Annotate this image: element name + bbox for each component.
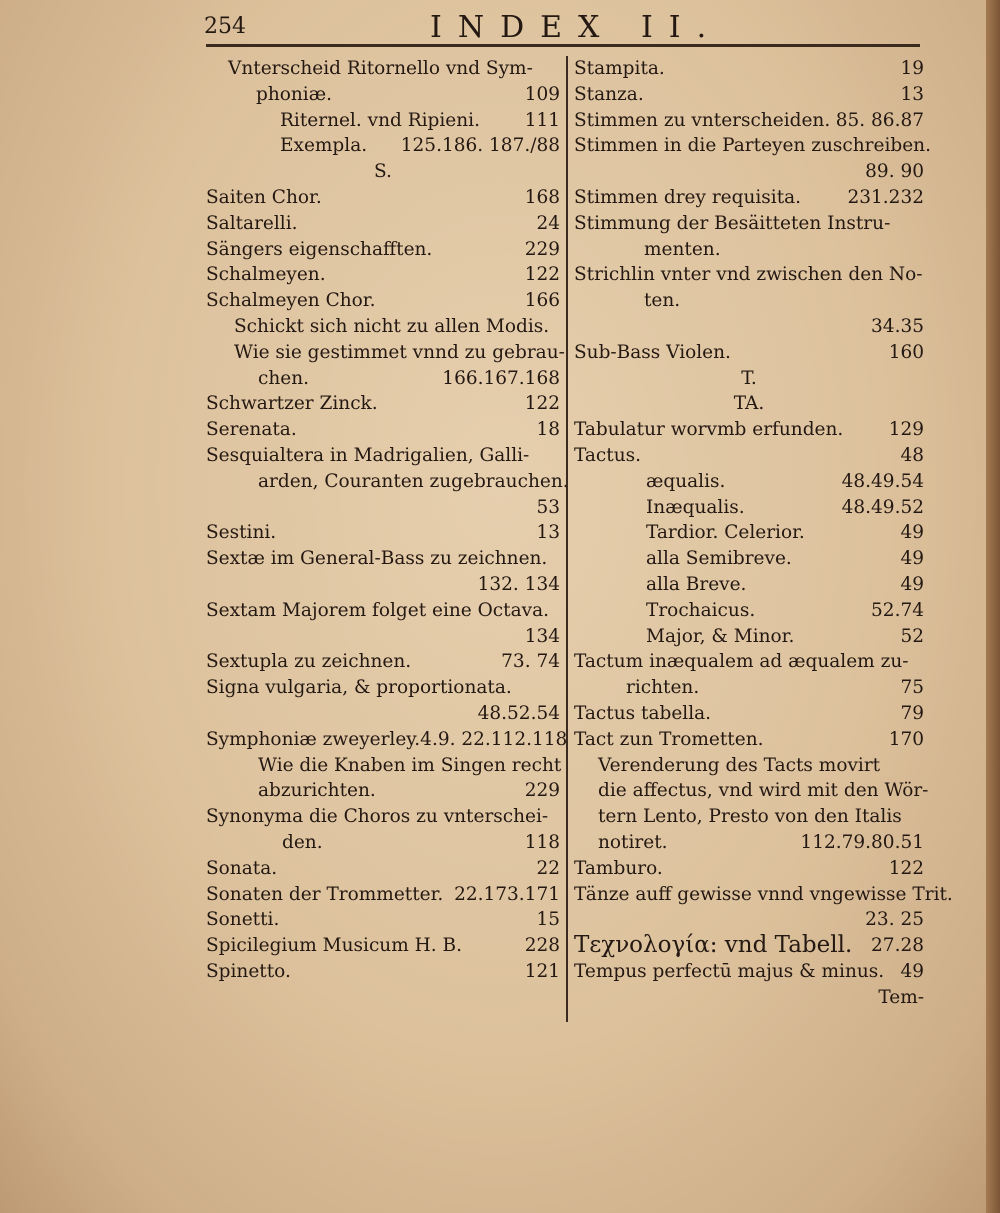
- index-entry: [574, 856, 924, 882]
- entry-term: Tardior. Celerior.: [646, 522, 805, 544]
- entry-pages: 22.173.171: [454, 883, 560, 905]
- entry-pages: 48.52.54: [477, 702, 560, 724]
- page-number: 254: [204, 14, 246, 39]
- entry-term: tern Lento, Presto von den Italis: [598, 806, 902, 828]
- entry-term: Tänze auff gewisse vnnd vngewisse Trit.: [574, 883, 953, 905]
- index-entry: [574, 778, 929, 804]
- index-entry: [574, 340, 924, 366]
- entry-pages: 13: [536, 522, 560, 544]
- entry-term: Schalmeyen.: [206, 264, 326, 286]
- entry-term: Symphoniæ zweyerley.4.9. 22.112.118: [206, 728, 568, 750]
- index-entry: [206, 675, 560, 701]
- index-entry: [206, 288, 560, 314]
- entry-term: Τεχνολογία: vnd Tabell.: [574, 932, 853, 959]
- index-entry: [206, 856, 560, 882]
- entry-pages: 73. 74: [501, 651, 560, 673]
- index-entry: [574, 108, 924, 134]
- index-entry: [574, 82, 924, 108]
- index-entry: [574, 804, 924, 830]
- index-entry: [574, 907, 924, 933]
- entry-term: Inæqualis.: [646, 496, 745, 518]
- entry-term: Sextupla zu zeichnen.: [206, 651, 412, 673]
- index-entry: [574, 675, 924, 701]
- entry-pages: 49: [900, 573, 924, 595]
- entry-pages: 85. 86.87: [835, 109, 924, 131]
- entry-pages: 166.167.168: [442, 367, 560, 389]
- entry-pages: 53: [536, 496, 560, 518]
- entry-pages: 132. 134: [477, 573, 560, 595]
- index-entry: [574, 159, 924, 185]
- index-entry: [206, 546, 560, 572]
- entry-term: menten.: [644, 238, 721, 260]
- entry-term: Stanza.: [574, 83, 644, 105]
- entry-term: Stimmung der Besäitteten Instru-: [574, 212, 891, 234]
- entry-term: Tempus perfectū majus & minus.: [574, 960, 885, 982]
- index-entry: [574, 624, 924, 650]
- entry-pages: 122: [888, 857, 924, 879]
- index-entry: [206, 753, 560, 779]
- entry-pages: 89. 90: [865, 161, 924, 183]
- index-entry: [574, 882, 953, 908]
- entry-term: Tactus tabella.: [574, 702, 712, 724]
- entry-pages: 49: [900, 960, 924, 982]
- entry-term: chen.: [258, 367, 310, 389]
- entry-pages: 129: [888, 419, 924, 441]
- entry-pages: 170: [888, 728, 924, 750]
- entry-pages: 168: [524, 186, 560, 208]
- entry-pages: 27.28: [871, 935, 924, 957]
- index-entry: [574, 211, 924, 237]
- index-entry: [206, 701, 560, 727]
- entry-term: Riternel. vnd Ripieni.: [280, 109, 480, 131]
- index-entry: [206, 340, 565, 366]
- entry-term: Signa vulgaria, & proportionata.: [206, 677, 512, 699]
- entry-pages: 15: [536, 909, 560, 931]
- entry-pages: 13: [900, 83, 924, 105]
- index-entry: [574, 546, 924, 572]
- entry-term: Schwartzer Zinck.: [206, 393, 378, 415]
- section-letter: T.: [741, 367, 757, 389]
- index-entry: [206, 108, 560, 134]
- index-entry: [574, 314, 924, 340]
- index-entry: [574, 443, 924, 469]
- index-column-left: [206, 56, 569, 985]
- entry-term: Spicilegium Musicum H. B.: [206, 935, 463, 957]
- entry-pages: 160: [888, 341, 924, 363]
- index-entry: [574, 237, 924, 263]
- entry-term: Stimmen in die Parteyen zuschreiben.: [574, 135, 931, 157]
- index-entry: [206, 624, 560, 650]
- entry-term: Sängers eigenschafften.: [206, 238, 433, 260]
- entry-term: Tactus.: [574, 444, 642, 466]
- index-entry: [206, 727, 568, 753]
- entry-term: Sestini.: [206, 522, 277, 544]
- entry-term: Wie die Knaben im Singen recht: [258, 754, 562, 776]
- entry-pages: 134: [524, 625, 560, 647]
- entry-pages: 122: [524, 393, 560, 415]
- index-entry: [206, 314, 560, 340]
- index-entry: [574, 185, 924, 211]
- index-column-right: [574, 56, 953, 1010]
- entry-pages: 75: [900, 677, 924, 699]
- entry-term: Sonata.: [206, 857, 278, 879]
- index-entry: [206, 572, 560, 598]
- entry-pages: 121: [524, 960, 560, 982]
- entry-pages: Tem-: [878, 986, 924, 1008]
- entry-term: Stampita.: [574, 58, 665, 79]
- entry-term: notiret.: [598, 831, 668, 853]
- entry-term: Spinetto.: [206, 960, 291, 982]
- entry-term: Sesquialtera in Madrigalien, Galli-: [206, 444, 530, 466]
- index-entry: [206, 598, 560, 624]
- entry-pages: 122: [524, 264, 560, 286]
- entry-pages: 18: [536, 419, 560, 441]
- entry-pages: 24: [536, 212, 560, 234]
- entry-term: alla Semibreve.: [646, 548, 792, 570]
- entry-term: die affectus, vnd wird mit den Wör-: [598, 780, 929, 802]
- entry-term: arden, Couranten zugebrauchen.: [258, 470, 569, 492]
- index-entry: [574, 391, 924, 417]
- entry-term: Strichlin vnter vnd zwischen den No-: [574, 264, 923, 286]
- entry-pages: 118: [524, 831, 560, 853]
- index-entry: [206, 649, 560, 675]
- index-entry: [574, 469, 924, 495]
- index-entry: [206, 417, 560, 443]
- entry-term: Schickt sich nicht zu allen Modis.: [234, 315, 550, 337]
- entry-term: Synonyma die Choros zu vnterschei-: [206, 806, 549, 828]
- entry-term: Exempla.: [280, 135, 368, 157]
- index-entry: [574, 830, 924, 856]
- index-entry: [206, 185, 560, 211]
- index-entry: [574, 262, 924, 288]
- entry-pages: 34.35: [871, 315, 924, 337]
- entry-term: abzurichten.: [258, 780, 376, 802]
- index-entry: [206, 520, 560, 546]
- entry-term: Sub-Bass Violen.: [574, 341, 731, 363]
- entry-term: ten.: [644, 290, 681, 312]
- entry-pages: 166: [524, 290, 560, 312]
- entry-term: Saltarelli.: [206, 212, 298, 234]
- entry-term: Vnterscheid Ritornello vnd Sym-: [228, 58, 533, 79]
- entry-pages: 49: [900, 548, 924, 570]
- entry-term: Saiten Chor.: [206, 186, 322, 208]
- entry-term: Tact zun Trometten.: [574, 728, 764, 750]
- entry-pages: 48.49.54: [841, 470, 924, 492]
- index-entry: [574, 753, 924, 779]
- entry-term: Major, & Minor.: [646, 625, 795, 647]
- entry-term: Sextæ im General-Bass zu zeichnen.: [206, 548, 548, 570]
- entry-pages: 229: [524, 780, 560, 802]
- entry-pages: 229: [524, 238, 560, 260]
- entry-term: Stimmen zu vnterscheiden.: [574, 109, 831, 131]
- entry-term: richten.: [626, 677, 700, 699]
- index-entry: [574, 727, 924, 753]
- index-entry: [206, 211, 560, 237]
- index-entry: [574, 572, 924, 598]
- entry-term: Stimmen drey requisita.: [574, 186, 802, 208]
- entry-term: phoniæ.: [256, 83, 332, 105]
- index-entry: [574, 933, 924, 959]
- index-entry: [206, 804, 560, 830]
- entry-pages: 231.232: [847, 186, 924, 208]
- section-letter: S.: [374, 161, 392, 183]
- index-entry: [574, 701, 924, 727]
- entry-term: Tamburo.: [574, 857, 663, 879]
- index-entry: [206, 159, 560, 185]
- entry-pages: 22: [536, 857, 560, 879]
- index-entry: [206, 882, 560, 908]
- entry-term: Verenderung des Tacts movirt: [598, 754, 881, 776]
- entry-pages: 228: [524, 935, 560, 957]
- index-entry: [206, 469, 569, 495]
- index-entry: [206, 443, 560, 469]
- entry-pages: 79: [900, 702, 924, 724]
- entry-pages: 52: [900, 625, 924, 647]
- index-entry: [574, 959, 924, 985]
- entry-pages: 23. 25: [865, 909, 924, 931]
- entry-pages: 112.79.80.51: [800, 831, 924, 853]
- index-entry: [206, 133, 560, 159]
- index-entry: [206, 262, 560, 288]
- index-entry: [574, 985, 924, 1011]
- index-entry: [574, 495, 924, 521]
- index-entry: [206, 933, 560, 959]
- entry-pages: 49: [900, 522, 924, 544]
- page-edge: [986, 0, 1000, 1213]
- index-entry: [574, 133, 931, 159]
- entry-term: Sextam Majorem folget eine Octava.: [206, 599, 549, 621]
- index-entry: [574, 417, 924, 443]
- index-entry: [206, 907, 560, 933]
- index-entry: [206, 56, 560, 82]
- header-rule: [206, 44, 920, 47]
- entry-term: Trochaicus.: [646, 599, 756, 621]
- index-entry: [574, 598, 924, 624]
- entry-pages: 125.186. 187./88: [400, 135, 560, 157]
- index-entry: [574, 56, 924, 82]
- page-header: [200, 10, 930, 46]
- entry-term: Tactum inæqualem ad æqualem zu-: [574, 651, 909, 673]
- index-entry: [206, 959, 560, 985]
- column-divider: [566, 56, 568, 1022]
- entry-term: den.: [282, 831, 323, 853]
- index-entry: [574, 649, 924, 675]
- entry-term: Sonaten der Trommetter.: [206, 883, 444, 905]
- index-entry: [574, 520, 924, 546]
- entry-term: alla Breve.: [646, 573, 747, 595]
- index-entry: [206, 778, 560, 804]
- entry-term: Wie sie gestimmet vnnd zu gebrau-: [234, 341, 565, 363]
- index-entry: [206, 237, 560, 263]
- index-entry: [574, 366, 924, 392]
- entry-pages: 19: [900, 58, 924, 79]
- entry-term: Tabulatur worvmb erfunden.: [574, 419, 844, 441]
- entry-pages: 111: [524, 109, 560, 131]
- entry-term: Schalmeyen Chor.: [206, 290, 376, 312]
- entry-pages: 48.49.52: [841, 496, 924, 518]
- section-letter: TA.: [733, 393, 765, 415]
- entry-pages: 52.74: [871, 599, 924, 621]
- index-entry: [206, 82, 560, 108]
- index-entry: [206, 830, 560, 856]
- entry-term: Sonetti.: [206, 909, 280, 931]
- entry-pages: 109: [524, 83, 560, 105]
- index-entry: [574, 288, 924, 314]
- entry-term: Serenata.: [206, 419, 297, 441]
- index-entry: [206, 495, 560, 521]
- entry-pages: 48: [900, 444, 924, 466]
- entry-term: æqualis.: [646, 470, 726, 492]
- page-title: INDEX II.: [430, 10, 723, 45]
- index-entry: [206, 366, 560, 392]
- index-entry: [206, 391, 560, 417]
